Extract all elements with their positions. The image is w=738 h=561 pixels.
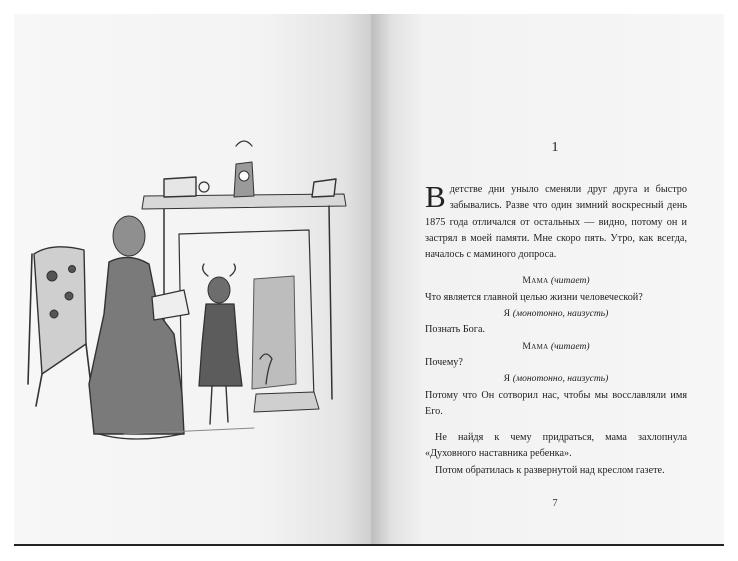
page-number: 7 <box>552 498 558 509</box>
chapter-text <box>425 179 687 479</box>
spread-bottom-edge <box>14 544 724 546</box>
dialogue-line: Почему? <box>425 356 463 368</box>
opening-text: детстве дни уныло сменяли друг друга и быстро забывались. Разве что один зимний воскресный день 1875 года отличался от остальных — видно, потому он и застрял в моей памяти. Мне скоро пять. Утро, как всегда, началось с маминого допроса. <box>425 184 687 261</box>
illustration-mother-and-child <box>14 14 371 544</box>
closing-paragraph: Потом обратилась к развернутой над креслом газете. <box>435 464 665 476</box>
dialogue-line: Познать Бога. <box>425 324 486 336</box>
dialogue-speaker: Я (монотонно, наизусть) <box>503 308 609 320</box>
dialogue-speaker: Мама (читает) <box>522 275 590 287</box>
opening-paragraph <box>425 179 687 263</box>
dialogue-speaker: Я (монотонно, наизусть) <box>503 373 609 385</box>
chapter-number: 1 <box>551 140 559 155</box>
dialogue-line: Что является главной целью жизни человеческой? <box>425 291 643 303</box>
dialogue-speaker: Мама (читает) <box>522 340 590 352</box>
closing-paragraph: Не найдя к чему придраться, мама захлопнула «Духовного наставника ребенка». <box>425 432 687 460</box>
dialogue-line: Потому что Он сотворил нас, чтобы мы восславляли имя Его. <box>425 389 687 417</box>
drop-cap: В <box>425 179 446 214</box>
